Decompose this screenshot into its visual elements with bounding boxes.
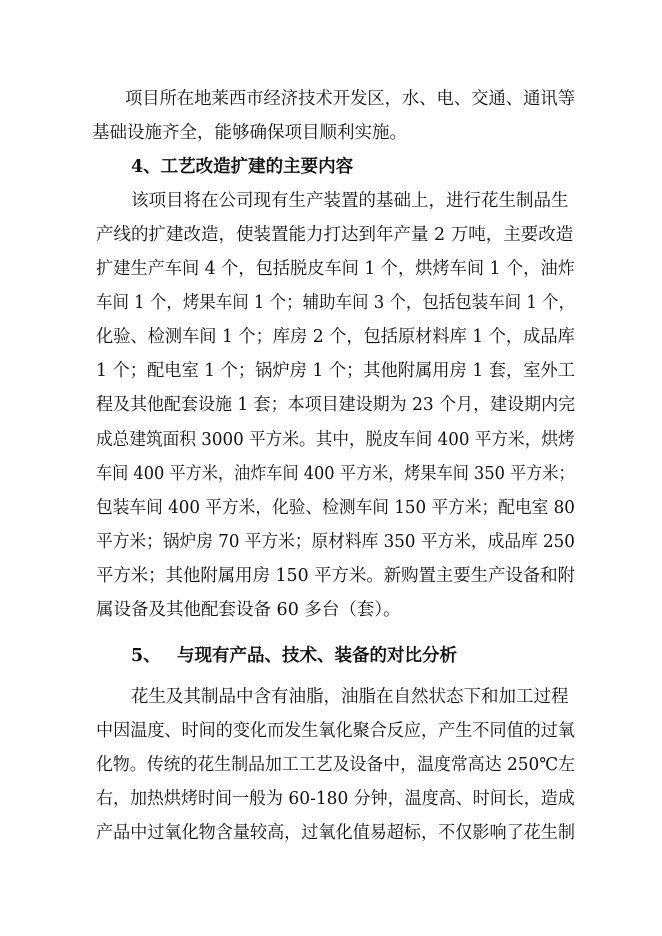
paragraph-line: 平方米；其他附属用房 150 平方米。新购置主要生产设备和附 xyxy=(96,566,576,586)
section-heading: 与现有产品、技术、装备的对比分析 xyxy=(177,646,457,666)
paragraph-line: 程及其他配套设施 1 套；本项目建设期为 23 个月，建设期内完 xyxy=(96,395,576,415)
paragraph-line: 成总建筑面积 3000 平方米。其中，脱皮车间 400 平方米，烘烤 xyxy=(96,430,575,450)
paragraph-line: 平方米；锅炉房 70 平方米；原材料库 350 平方米，成品库 250 xyxy=(96,532,575,552)
paragraph-line: 1 个；配电室 1 个；锅炉房 1 个；其他附属用房 1 套，室外工 xyxy=(96,361,575,381)
paragraph-line: 基础设施齐全，能够确保项目顺利实施。 xyxy=(92,123,407,143)
paragraph-line: 中因温度、时间的变化而发生氧化聚合反应，产生不同值的过氧 xyxy=(96,721,575,741)
paragraph-line: 扩建生产车间 4 个，包括脱皮车间 1 个，烘烤车间 1 个，油炸 xyxy=(96,259,575,279)
paragraph-line: 产品中过氧化物含量较高，过氧化值易超标，不仅影响了花生制 xyxy=(96,823,575,843)
paragraph-line: 车间 400 平方米，油炸车间 400 平方米，烤果车间 350 平方米； xyxy=(96,464,575,484)
paragraph-line: 右，加热烘烤时间一般为 60-180 分钟，温度高、时间长，造成 xyxy=(96,789,575,809)
section-heading-number: 5、 xyxy=(131,646,161,666)
paragraph-line: 属设备及其他配套设备 60 多台（套）。 xyxy=(96,600,401,620)
paragraph-line: 化物。传统的花生制品加工工艺及设备中，温度常高达 250℃左 xyxy=(96,755,576,775)
paragraph-line: 花生及其制品中含有油脂，油脂在自然状态下和加工过程 xyxy=(131,687,569,707)
paragraph-line: 该项目将在公司现有生产装置的基础上，进行花生制品生 xyxy=(131,191,569,211)
paragraph-line: 化验、检测车间 1 个；库房 2 个，包括原材料库 1 个，成品库 xyxy=(96,327,575,347)
paragraph-line: 包装车间 400 平方米，化验、检测车间 150 平方米；配电室 80 xyxy=(96,498,575,518)
section-heading: 4、工艺改造扩建的主要内容 xyxy=(131,157,354,177)
paragraph-line: 产线的扩建改造，使装置能力打达到年产量 2 万吨，主要改造 xyxy=(96,225,574,245)
paragraph-line: 项目所在地莱西市经济技术开发区，水、电、交通、通讯等 xyxy=(125,89,575,109)
paragraph-line: 车间 1 个，烤果车间 1 个；辅助车间 3 个，包括包装车间 1 个， xyxy=(96,293,576,313)
